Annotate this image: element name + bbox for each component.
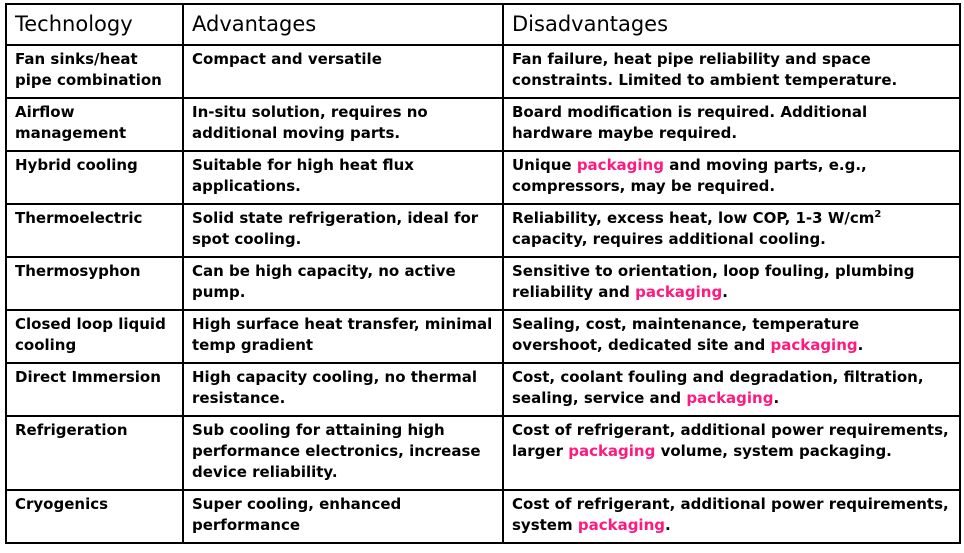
highlighted-term: packaging (686, 389, 774, 407)
technology-cell: Hybrid cooling (6, 151, 183, 204)
disadvantages-cell (503, 98, 960, 151)
text-segment: Sealing, cost, maintenance, temperature overshoot, dedicated site and (512, 315, 860, 354)
technology-cell: Closed loop liquid cooling (6, 310, 183, 363)
disadvantages-cell (503, 204, 960, 257)
text-segment: and moving parts, e.g., compressors, may be required. (512, 156, 867, 195)
technology-cell: Refrigeration (6, 416, 183, 490)
text-segment: Sensitive to orientation, loop fouling, plumbing reliability and (512, 262, 915, 301)
advantages-cell: Compact and versatile (183, 45, 503, 98)
text-segment: Cost of refrigerant, additional power requirements, system (512, 495, 949, 534)
header-row (6, 4, 960, 45)
highlighted-term: packaging (576, 156, 664, 174)
text-segment: capacity, requires additional cooling. (512, 230, 826, 248)
text-segment: Fan failure, heat pipe reliability and space constraints. Limited to ambient temperature. (512, 50, 898, 89)
text-segment: volume, system packaging. (655, 442, 892, 460)
advantages-cell: Sub cooling for attaining high performance electronics, increase device reliability. (183, 416, 503, 490)
disadvantages-cell (503, 151, 960, 204)
table-row (6, 98, 960, 151)
superscript: 2 (874, 209, 882, 220)
header-disadvantages: Disadvantages (503, 4, 960, 45)
text-segment: Board modification is required. Additional hardware maybe required. (512, 103, 868, 142)
table-row (6, 204, 960, 257)
advantages-cell: High capacity cooling, no thermal resistance. (183, 363, 503, 416)
table-row (6, 310, 960, 363)
text-segment: Cost of refrigerant, additional power requirements, larger (512, 421, 949, 460)
disadvantages-cell (503, 310, 960, 363)
table-body (6, 45, 960, 543)
disadvantages-cell (503, 363, 960, 416)
table-row (6, 45, 960, 98)
text-segment: . (773, 389, 780, 407)
highlighted-term: packaging (635, 283, 723, 301)
text-segment: Unique (512, 156, 577, 174)
technology-cell: Direct Immersion (6, 363, 183, 416)
highlighted-term: packaging (770, 336, 858, 354)
highlighted-term: packaging (568, 442, 656, 460)
advantages-cell: Can be high capacity, no active pump. (183, 257, 503, 310)
disadvantages-cell (503, 45, 960, 98)
text-segment: . (857, 336, 864, 354)
text-segment: . (722, 283, 728, 301)
disadvantages-cell (503, 490, 960, 543)
table-row (6, 257, 960, 310)
header-advantages: Advantages (183, 4, 503, 45)
disadvantages-cell (503, 416, 960, 490)
technology-cell: Fan sinks/heat pipe combination (6, 45, 183, 98)
advantages-cell: High surface heat transfer, minimal temp gradient (183, 310, 503, 363)
advantages-cell: In-situ solution, requires no additional moving parts. (183, 98, 503, 151)
advantages-cell: Solid state refrigeration, ideal for spot cooling. (183, 204, 503, 257)
advantages-cell: Super cooling, enhanced performance (183, 490, 503, 543)
header-technology: Technology (6, 4, 183, 45)
table-row (6, 490, 960, 543)
highlighted-term: packaging (577, 516, 665, 534)
text-segment: Reliability, excess heat, low COP, 1-3 W/cm (512, 209, 875, 227)
text-segment: Cost, coolant fouling and degradation, filtration, sealing, service and (512, 368, 924, 407)
table-row (6, 151, 960, 204)
table-row (6, 363, 960, 416)
technology-cell: Airflow management (6, 98, 183, 151)
technology-cell: Thermoelectric (6, 204, 183, 257)
advantages-cell: Suitable for high heat flux applications. (183, 151, 503, 204)
technology-cell: Cryogenics (6, 490, 183, 543)
disadvantages-cell (503, 257, 960, 310)
technology-cell: Thermosyphon (6, 257, 183, 310)
cooling-technology-table (5, 3, 961, 544)
table-row (6, 416, 960, 490)
text-segment: . (665, 516, 671, 534)
